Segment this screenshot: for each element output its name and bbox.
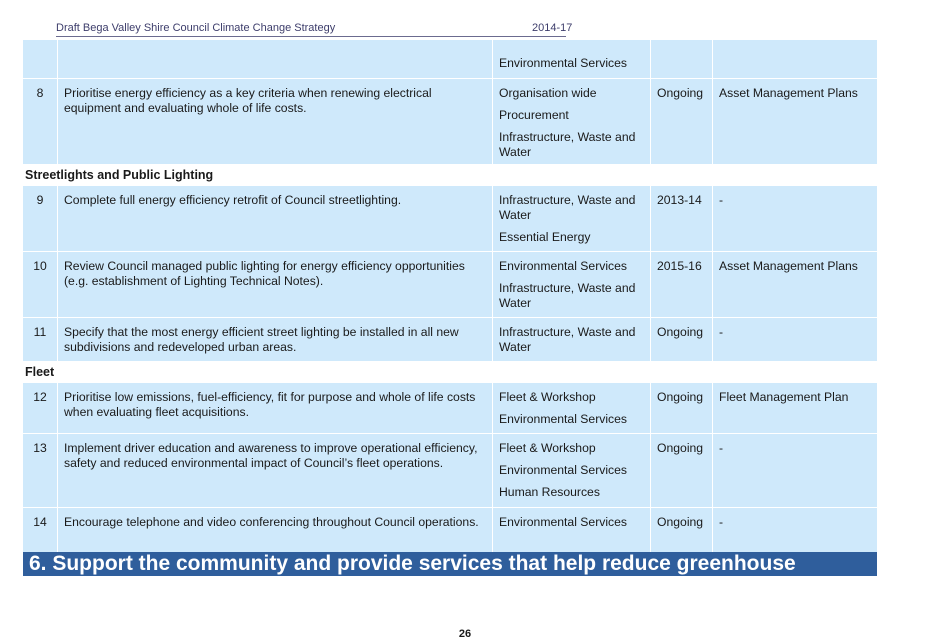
responsible-item: Organisation wide bbox=[499, 86, 597, 100]
document-title: Draft Bega Valley Shire Council Climate Change Strategy bbox=[56, 22, 336, 34]
responsible-item: Human Resources bbox=[499, 485, 600, 499]
responsible-item: Essential Energy bbox=[499, 230, 591, 244]
responsible-item: Infrastructure, Waste and Water bbox=[499, 130, 636, 159]
row-responsible bbox=[492, 383, 650, 433]
table-row bbox=[23, 507, 877, 552]
row-responsible bbox=[492, 508, 650, 552]
row-timeframe: Ongoing bbox=[650, 508, 712, 552]
row-timeframe: 2015-16 bbox=[650, 252, 712, 317]
row-link: - bbox=[712, 434, 877, 507]
responsible-item: Infrastructure, Waste and Water bbox=[499, 193, 636, 222]
page-number: 26 bbox=[458, 628, 472, 640]
row-responsible bbox=[492, 186, 650, 251]
row-link bbox=[712, 40, 877, 78]
table-row bbox=[23, 251, 877, 317]
header-rule bbox=[56, 36, 566, 37]
section-heading-streetlights: Streetlights and Public Lighting bbox=[25, 168, 214, 182]
row-action: Prioritise low emissions, fuel-efficiency, fit for purpose and whole of life costs when evaluating fleet acquisitions. bbox=[57, 383, 492, 433]
responsible-item: Fleet & Workshop bbox=[499, 441, 596, 455]
row-responsible bbox=[492, 434, 650, 507]
row-action: Complete full energy efficiency retrofit of Council streetlighting. bbox=[57, 186, 492, 251]
row-timeframe: Ongoing bbox=[650, 79, 712, 164]
table-row bbox=[23, 317, 877, 361]
row-responsible bbox=[492, 318, 650, 361]
row-action: Prioritise energy efficiency as a key criteria when renewing electrical equipment and evaluating whole of life costs. bbox=[57, 79, 492, 164]
row-link: Fleet Management Plan bbox=[712, 383, 877, 433]
row-number bbox=[23, 40, 57, 78]
row-number: 12 bbox=[33, 390, 47, 404]
row-number: 13 bbox=[33, 441, 47, 455]
row-timeframe bbox=[650, 40, 712, 78]
row-link: - bbox=[712, 318, 877, 361]
row-action: Implement driver education and awareness to improve operational efficiency, safety and reduced environmental impact of Council’s fleet operations. bbox=[57, 434, 492, 507]
row-number: 10 bbox=[33, 259, 47, 273]
responsible-item: Infrastructure, Waste and Water bbox=[499, 325, 636, 354]
table-row bbox=[23, 185, 877, 251]
table-row bbox=[23, 39, 877, 78]
row-responsible bbox=[492, 252, 650, 317]
responsible-item: Fleet & Workshop bbox=[499, 390, 596, 404]
row-number: 9 bbox=[36, 193, 44, 207]
responsible-item: Environmental Services bbox=[499, 515, 628, 529]
section-banner: 6. Support the community and provide services that help reduce greenhouse bbox=[23, 552, 877, 576]
table-row bbox=[23, 382, 877, 433]
row-number: 14 bbox=[33, 515, 47, 529]
responsible-item: Environmental Services bbox=[499, 56, 628, 70]
row-timeframe: 2013-14 bbox=[650, 186, 712, 251]
row-number: 11 bbox=[33, 325, 47, 339]
row-number: 8 bbox=[36, 86, 44, 100]
responsible-item: Infrastructure, Waste and Water bbox=[499, 281, 636, 310]
responsible-item: Procurement bbox=[499, 108, 569, 122]
document-period: 2014-17 bbox=[532, 22, 573, 34]
row-action: Specify that the most energy efficient street lighting be installed in all new subdivisions and redeveloped urban areas. bbox=[57, 318, 492, 361]
row-timeframe: Ongoing bbox=[650, 318, 712, 361]
row-link: - bbox=[712, 186, 877, 251]
row-action bbox=[57, 40, 492, 78]
responsible-item: Environmental Services bbox=[499, 259, 628, 273]
row-link: Asset Management Plans bbox=[712, 252, 877, 317]
responsible-item: Environmental Services bbox=[499, 463, 628, 477]
row-timeframe: Ongoing bbox=[650, 383, 712, 433]
row-responsible bbox=[492, 79, 650, 164]
row-timeframe: Ongoing bbox=[650, 434, 712, 507]
row-link: Asset Management Plans bbox=[712, 79, 877, 164]
row-link: - bbox=[712, 508, 877, 552]
section-heading-fleet: Fleet bbox=[25, 365, 55, 379]
row-action: Review Council managed public lighting for energy efficiency opportunities (e.g. establishment of Lighting Technical Notes). bbox=[57, 252, 492, 317]
table-row bbox=[23, 433, 877, 507]
table-row bbox=[23, 78, 877, 164]
row-action: Encourage telephone and video conferencing throughout Council operations. bbox=[57, 508, 492, 552]
responsible-item: Environmental Services bbox=[499, 412, 628, 426]
row-responsible bbox=[492, 40, 650, 78]
